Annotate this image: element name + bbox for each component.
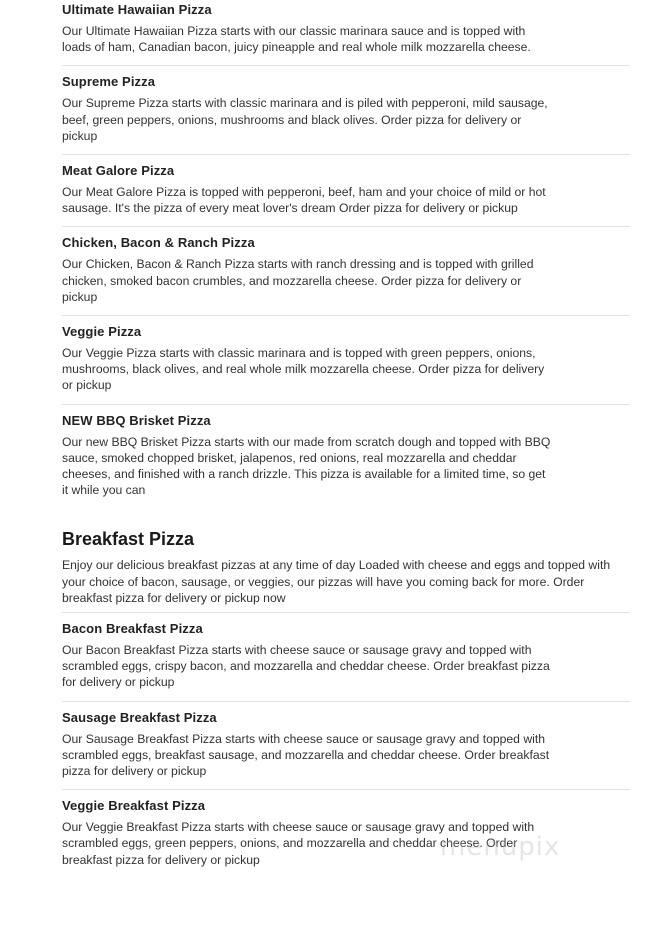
- menu-item-description: Our Supreme Pizza starts with classic marinara and is piled with pepperoni, mild sausage, beef, green peppers, onions, mushrooms and black olives. Order pizza for delivery or pickup: [62, 96, 548, 143]
- menu-item-name: Supreme Pizza: [62, 74, 156, 90]
- menu-item[interactable]: [62, 621, 630, 702]
- menu-item-description: Our Ultimate Hawaiian Pizza starts with our classic marinara sauce and is topped with loads of ham, Canadian bacon, juicy pineapple and real whole milk mozzarella cheese.: [62, 24, 531, 55]
- breakfast-section: [62, 528, 630, 877]
- menu-item[interactable]: [62, 2, 630, 66]
- section-title: Breakfast Pizza: [62, 529, 195, 550]
- menu-item-description: Our Veggie Breakfast Pizza starts with cheese sauce or sausage gravy and topped with scrambled eggs, green peppers, onions, and mozzarella and cheddar cheese. Order breakfast pizza for delivery or pickup: [62, 820, 535, 867]
- menu-item-name: Chicken, Bacon & Ranch Pizza: [62, 235, 255, 251]
- watermark-logo: menupix: [440, 832, 561, 862]
- menu-item-name: Veggie Breakfast Pizza: [62, 798, 206, 814]
- menu-item-description: Our Meat Galore Pizza is topped with pepperoni, beef, ham and your choice of mild or hot sausage. It's the pizza of every meat lover's dream Order pizza for delivery or pickup: [62, 185, 546, 216]
- menu-item[interactable]: [62, 324, 630, 405]
- menu-item-name: NEW BBQ Brisket Pizza: [62, 412, 211, 428]
- pizza-items-list: [62, 2, 630, 508]
- menu-item-name: Ultimate Hawaiian Pizza: [62, 2, 212, 17]
- section-description: Enjoy our delicious breakfast pizzas at any time of day Loaded with cheese and eggs and topped with your choice of bacon, sausage, or veggies, our pizzas will have you coming back for more. Order breakfast pizza for delivery or pickup now: [62, 557, 630, 613]
- menu-item-description: Our Bacon Breakfast Pizza starts with cheese sauce or sausage gravy and topped with scrambled eggs, crispy bacon, and mozzarella and cheddar cheese. Order breakfast pizza for delivery or pickup: [62, 643, 550, 690]
- menu-item-name: Meat Galore Pizza: [62, 163, 175, 179]
- menu-item[interactable]: [62, 413, 630, 509]
- menu-item[interactable]: [62, 235, 630, 316]
- menu-item-name: Sausage Breakfast Pizza: [62, 709, 217, 725]
- menu-item-description: Our new BBQ Brisket Pizza starts with our made from scratch dough and topped with BBQ sauce, smoked chopped brisket, jalapenos, red onions, real mozzarella and cheddar cheeses, and finished with a ranch drizzle. This pizza is available for a limited time, so get it while you can: [62, 434, 551, 498]
- menu-item-description: Our Sausage Breakfast Pizza starts with cheese sauce or sausage gravy and topped with scrambled eggs, breakfast sausage, and mozzarella and cheddar cheese. Order breakfast pizza for delivery or pickup: [62, 731, 550, 779]
- menu-item-description: Our Veggie Pizza starts with classic marinara and is topped with green peppers, onions, mushrooms, black olives, and real whole milk mozzarella cheese. Order pizza for delivery or pickup: [62, 346, 545, 393]
- menu-item-name: Bacon Breakfast Pizza: [62, 621, 203, 637]
- menu-item[interactable]: [62, 163, 630, 227]
- menu-item-name: Veggie Pizza: [62, 324, 142, 340]
- menu-item[interactable]: [62, 710, 630, 791]
- menu-page: [62, 0, 630, 886]
- menu-item[interactable]: [62, 74, 630, 155]
- menu-item-description: Our Chicken, Bacon & Ranch Pizza starts with ranch dressing and is topped with grilled chicken, smoked bacon crumbles, and mozzarella cheese. Order pizza for delivery or pickup: [62, 257, 534, 304]
